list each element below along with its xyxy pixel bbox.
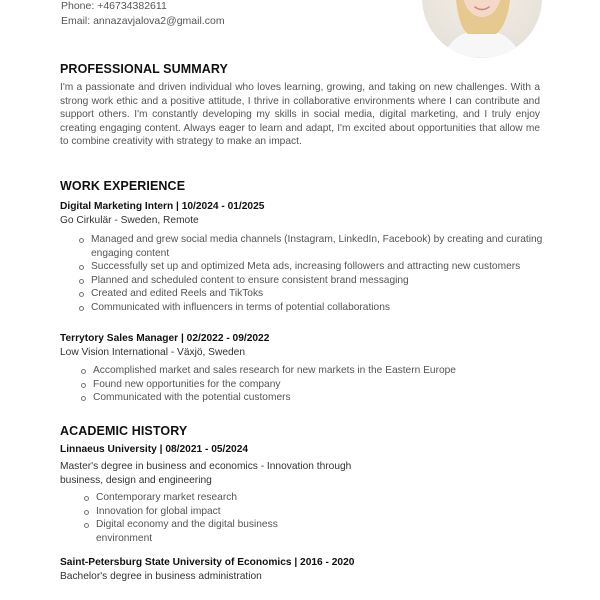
list-item: Communicated with the potential customers <box>79 391 549 405</box>
job-company: Low Vision International - Växjö, Sweden <box>60 347 245 358</box>
list-item: Contemporary market research <box>82 491 282 505</box>
school-title: Linnaeus University | 08/2021 - 05/2024 <box>60 444 249 455</box>
school-degree: Bachelor's degree in business administration <box>60 571 262 582</box>
course-bullets <box>82 491 282 545</box>
email-address: Email: annazavjalova2@gmail.com <box>61 15 225 27</box>
list-item: Accomplished market and sales research for new markets in the Eastern Europe <box>79 364 549 378</box>
section-heading-summary: PROFESSIONAL SUMMARY <box>60 62 228 76</box>
phone-number: Phone: +46734382611 <box>61 0 167 12</box>
list-item: Managed and grew social media channels (Instagram, LinkedIn, Facebook) by creating and curating engaging content <box>77 233 547 260</box>
job-company: Go Cirkulär - Sweden, Remote <box>60 215 199 226</box>
list-item: Digital economy and the digital business environment <box>82 518 282 545</box>
school-degree: Master's degree in business and economics - Innovation through business, design and engineering <box>60 461 352 486</box>
job-bullets <box>79 364 549 405</box>
list-item: Created and edited Reels and TikToks <box>77 287 547 301</box>
section-heading-academic: ACADEMIC HISTORY <box>60 424 188 438</box>
job-title: Terrytory Sales Manager | 02/2022 - 09/2022 <box>60 333 270 344</box>
list-item: Successfully set up and optimized Meta ads, increasing followers and attracting new customers <box>77 260 547 274</box>
summary-text: I'm a passionate and driven individual who loves learning, growing, and taking on new challenges. With a strong work ethic and a positive attitude, I thrive in collaborative environments where I can contribute and support others. I'm constantly developing my skills in social media, digital marketing, and I truly enjoy creating engaging content. Always eager to learn and adapt, I'm excited about opportunities that allow me to combine creativity with strategy to make an impact. <box>60 82 540 148</box>
school-title: Saint-Petersburg State University of Economics | 2016 - 2020 <box>60 557 355 568</box>
list-item: Communicated with influencers in terms of potential collaborations <box>77 301 547 315</box>
list-item: Planned and scheduled content to ensure consistent brand messaging <box>77 274 547 288</box>
list-item: Innovation for global impact <box>82 505 282 519</box>
profile-photo <box>422 0 542 58</box>
job-bullets <box>77 233 547 314</box>
section-heading-work: WORK EXPERIENCE <box>60 179 186 193</box>
job-title: Digital Marketing Intern | 10/2024 - 01/2025 <box>60 201 265 212</box>
list-item: Found new opportunities for the company <box>79 378 549 392</box>
